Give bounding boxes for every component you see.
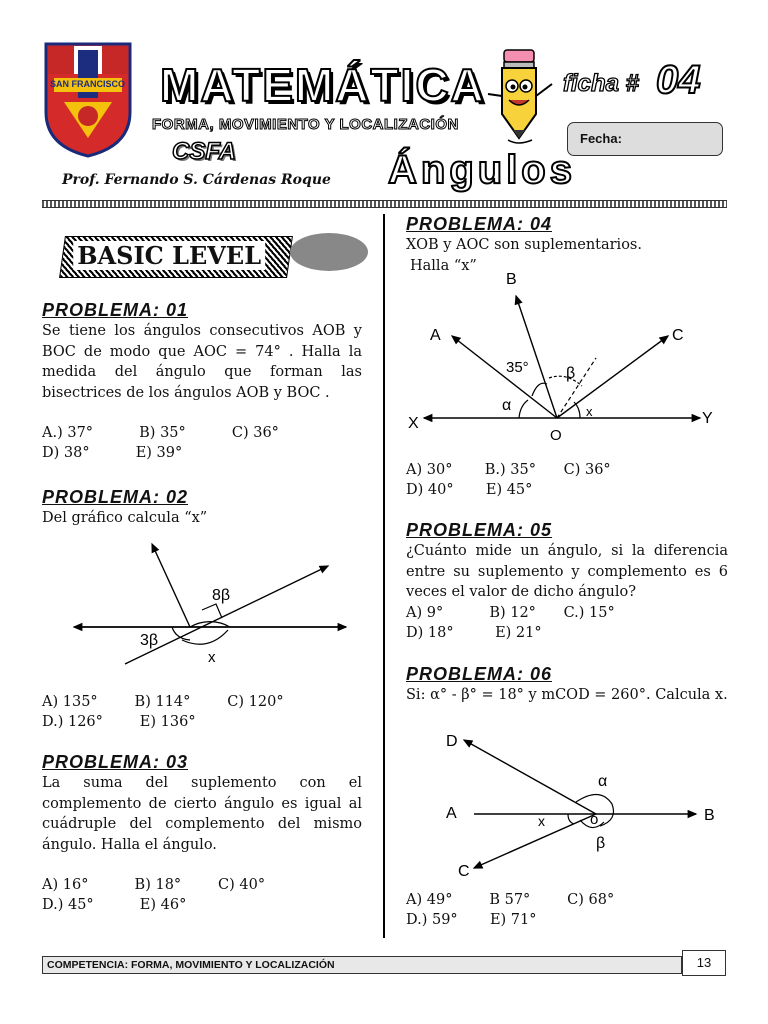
pencil-mascot-icon (480, 44, 558, 144)
svg-text:α: α (502, 397, 512, 414)
problem-02-options: A) 135° B) 114° C) 120° D.) 126° E) 136° (42, 694, 284, 730)
svg-text:C: C (672, 327, 684, 344)
svg-text:A: A (446, 805, 457, 822)
ficha-number: 04 (656, 58, 701, 102)
svg-text:β: β (566, 365, 576, 382)
problem-title: PROBLEMA: 06 (406, 664, 553, 684)
svg-text:β: β (596, 835, 606, 852)
school-acronym: CSFA (172, 138, 237, 165)
problem-text: La suma del suplemento con el complemento de cierto ángulo es igual al cuádruple del complemento del mismo ángulo. Halla el ángulo. (42, 775, 362, 853)
problem-05 (406, 520, 728, 643)
page-number: 13 (682, 950, 726, 976)
problem-02 (42, 487, 362, 529)
label-8beta: 8β (212, 587, 231, 604)
column-divider (383, 214, 385, 938)
svg-text:O: O (550, 427, 562, 444)
problem-06 (406, 664, 728, 706)
problem-options: A) 16° B) 18° C) 40° D.) 45° E) 46° (42, 877, 266, 913)
problem-04-figure (404, 268, 726, 446)
level-banner (59, 236, 293, 278)
problem-text-2: Halla “x” (410, 257, 477, 274)
svg-text:α: α (598, 773, 608, 790)
problem-text: Si: α° - β° = 18° y mCOD = 260°. Calcula x. (406, 687, 728, 703)
level-label: BASIC LEVEL (73, 241, 265, 270)
problem-options: A) 9° B) 12° C.) 15° D) 18° E) 21° (406, 604, 615, 641)
problem-title: PROBLEMA: 03 (42, 752, 189, 772)
teacher-name: Prof. Fernando S. Cárdenas Roque (62, 172, 331, 188)
school-logo (44, 42, 132, 158)
problem-04 (406, 214, 728, 276)
svg-text:A: A (430, 327, 441, 344)
svg-text:35°: 35° (506, 359, 529, 376)
problem-06-figure (404, 728, 726, 884)
label-3beta: 3β (140, 632, 159, 649)
problem-title: PROBLEMA: 01 (42, 300, 189, 320)
label-x: x (208, 649, 216, 666)
problem-01 (42, 300, 362, 463)
date-label: Fecha: (580, 131, 622, 146)
logo-text: SAN FRANCISCO (50, 79, 126, 89)
svg-text:x: x (538, 813, 545, 829)
topic-title: Ángulos (388, 148, 576, 192)
page-title: MATEMÁTICA (160, 59, 486, 111)
problem-04-options: A) 30° B.) 35° C) 36° D) 40° E) 45° (406, 462, 611, 498)
footer-competencia: COMPETENCIA: FORMA, MOVIMIENTO Y LOCALIZACIÓN (42, 956, 682, 974)
problem-text: Del gráfico calcula “x” (42, 510, 208, 526)
problem-title: PROBLEMA: 04 (406, 214, 553, 234)
problem-02-figure (70, 540, 360, 670)
decorative-oval (290, 233, 368, 271)
problem-title: PROBLEMA: 05 (406, 520, 553, 540)
problem-options: A.) 37° B) 35° C) 36° D) 38° E) 39° (42, 425, 279, 461)
problem-text: ¿Cuánto mide un ángulo, si la diferencia entre su suplemento y complemento es 6 veces el valor de dicho ángulo? (406, 543, 728, 600)
page-subtitle: FORMA, MOVIMIENTO Y LOCALIZACIÓN (152, 116, 459, 133)
problem-06-options: A) 49° B 57° C) 68° D.) 59° E) 71° (406, 892, 615, 928)
svg-text:Y: Y (702, 410, 713, 427)
svg-text:x: x (586, 404, 593, 419)
header-divider (42, 200, 727, 208)
svg-text:C: C (458, 863, 470, 880)
problem-text: XOB y AOC son suplementarios. (406, 237, 642, 253)
svg-text:B: B (704, 807, 715, 824)
problem-text: Se tiene los ángulos consecutivos AOB y BOC de modo que AOC = 74° . Halla la medida del ángulo que forman las bisectrices de los ángulos AOB y BOC . (42, 323, 362, 401)
svg-text:X: X (408, 415, 419, 432)
problem-title: PROBLEMA: 02 (42, 487, 189, 507)
ficha-label: ficha # (563, 70, 640, 97)
svg-text:B: B (506, 271, 517, 288)
svg-text:o: o (590, 811, 599, 828)
date-field[interactable] (567, 122, 723, 156)
svg-text:D: D (446, 733, 458, 750)
problem-03 (42, 752, 362, 915)
